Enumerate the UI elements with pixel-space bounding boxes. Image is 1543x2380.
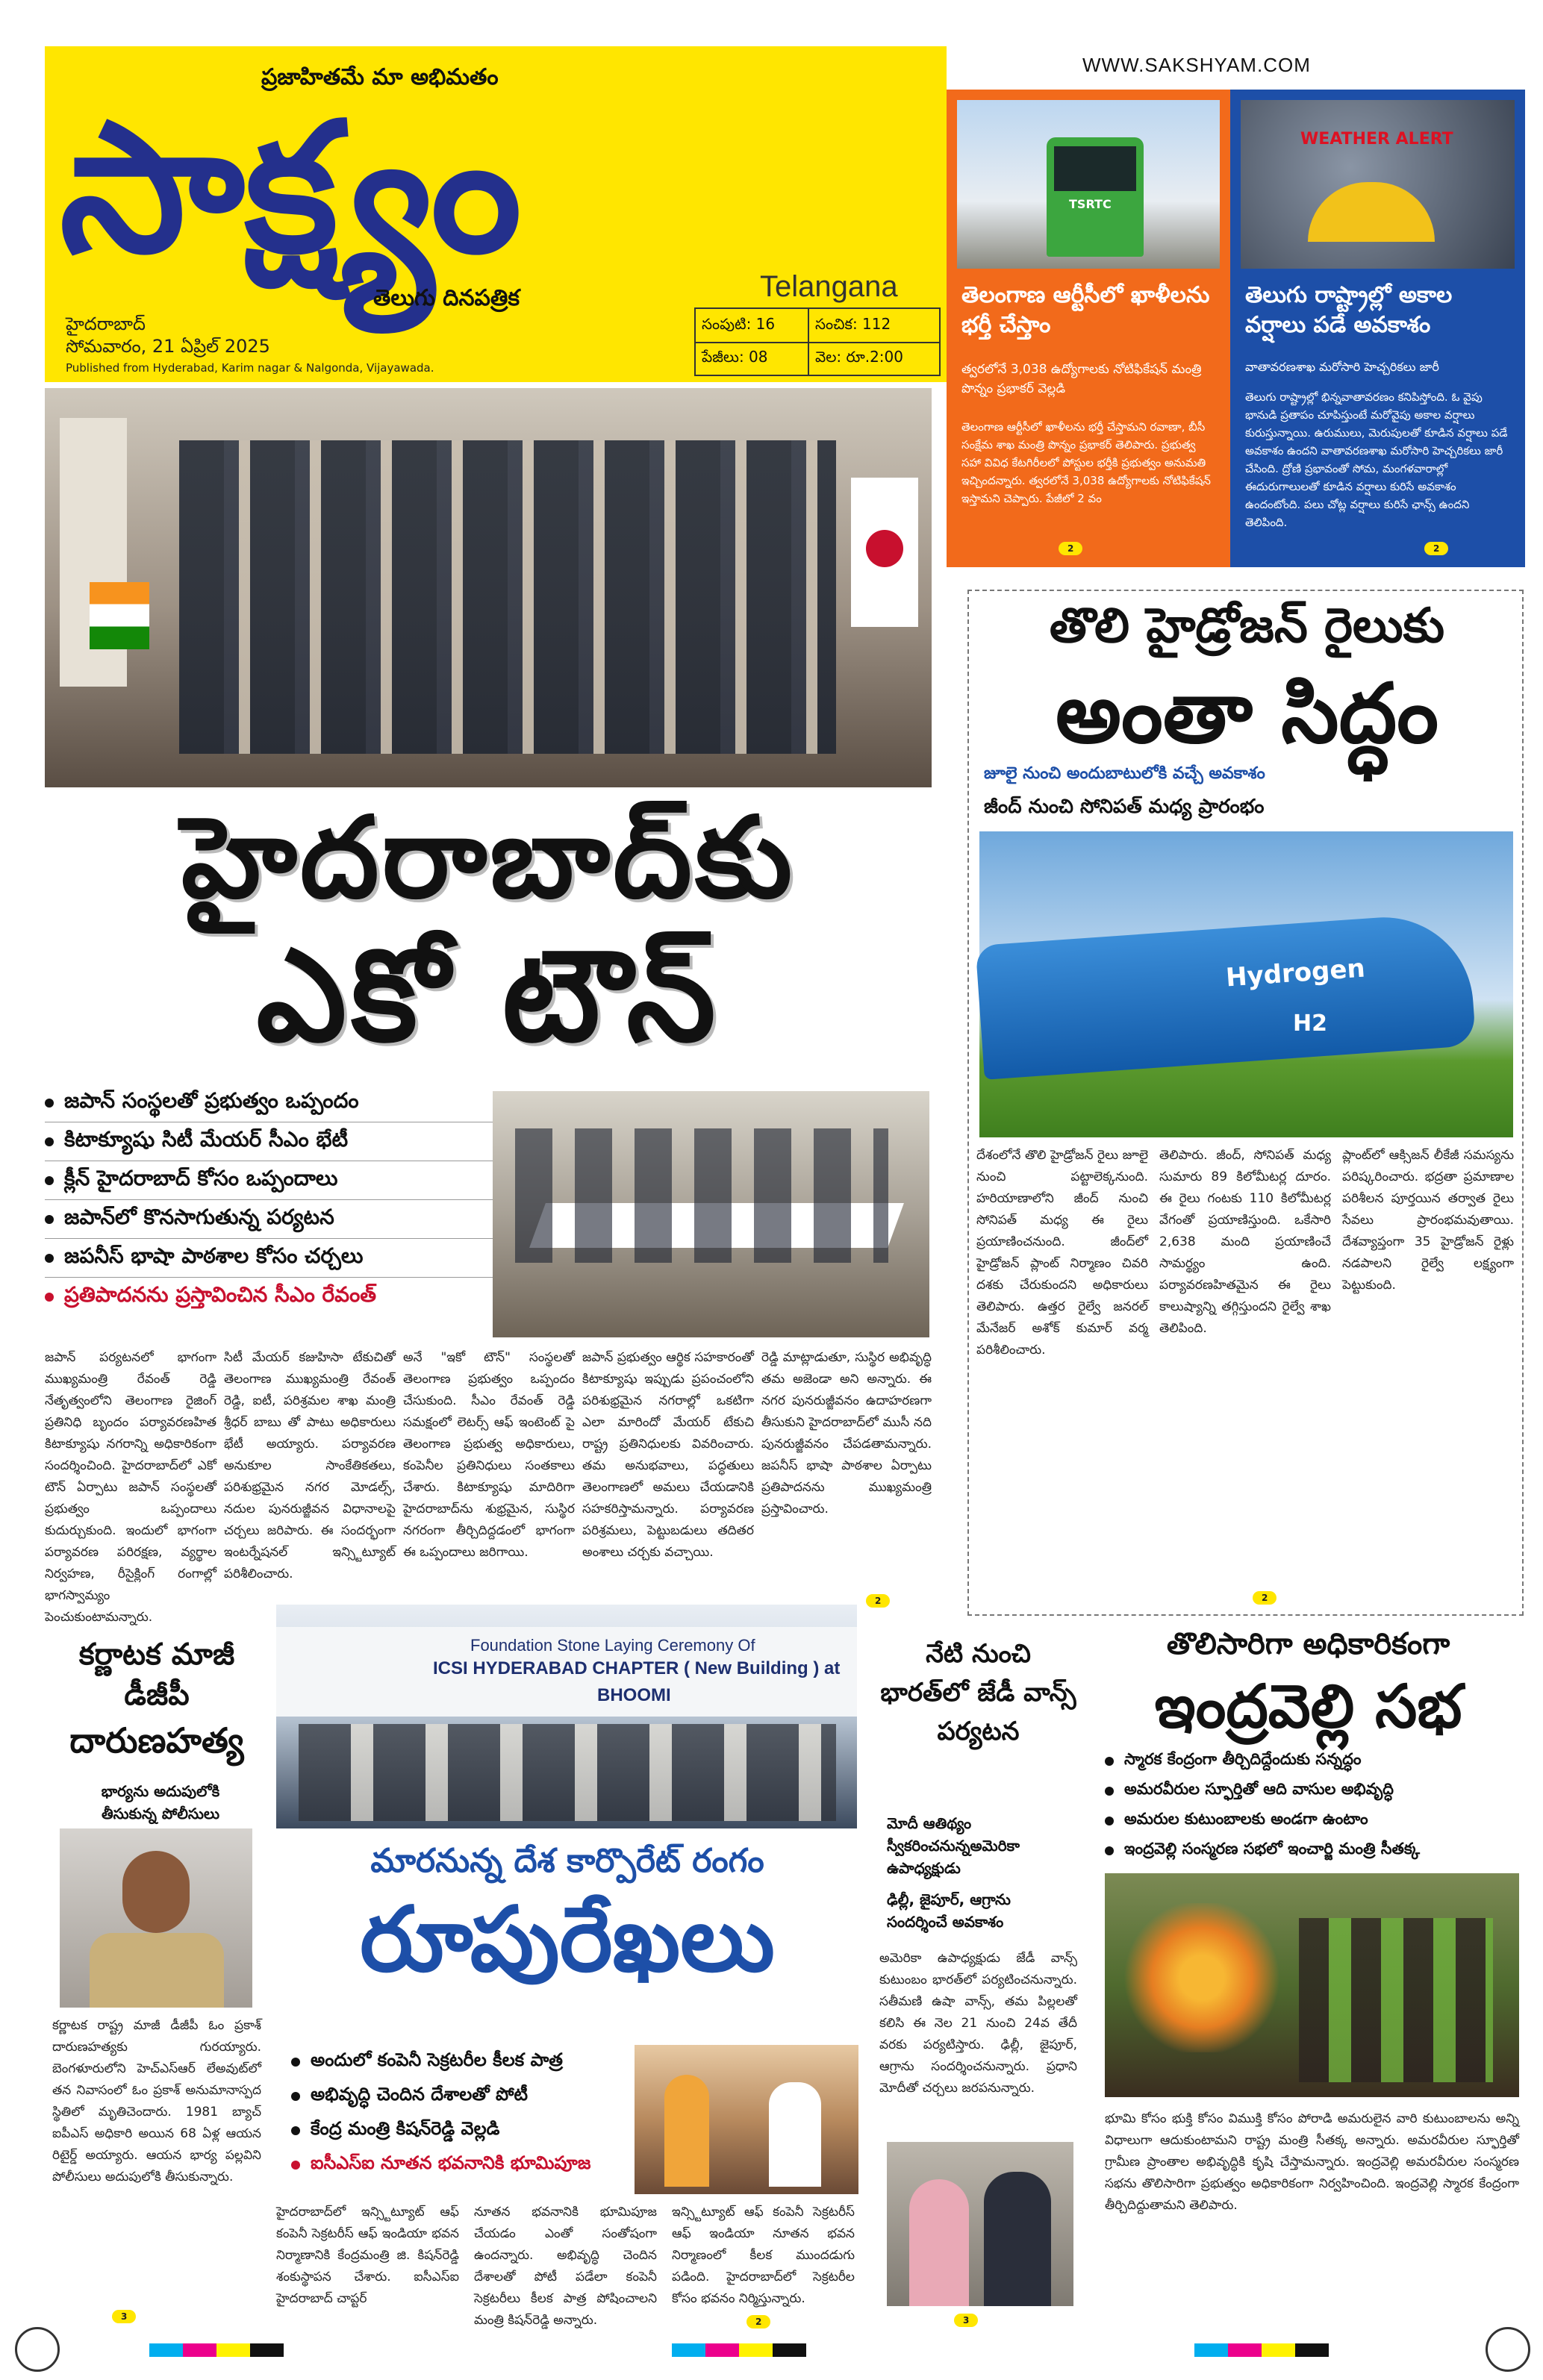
bullet-item: జపాన్‌లో కొనసాగుతున్న పర్యటన bbox=[45, 1200, 493, 1239]
bullet-item: క్లీన్ హైదరాబాద్ కోసం ఒప్పందాలు bbox=[45, 1161, 493, 1200]
icsi-banner-line-1: Foundation Stone Laying Ceremony Of bbox=[470, 1636, 755, 1655]
hydrogen-col-3: ప్లాంట్‌లో ఆక్సిజన్ లీకేజీ సమస్యను పరిష్కరించారు. భద్రతా ప్రమాణాల పరిశీలన పూర్తయిన తర్వాత రైలు సేవలు ప్రారంభమవుతాయి. దేశవ్యాప్తంగా 35 హైడ్రోజన్ రైళ్లు నడపాలని రైల్వే లక్ష్యంగా పెట్టుకుంది. bbox=[1342, 1148, 1514, 1293]
lead-meeting-photo bbox=[493, 1091, 929, 1337]
bullet-item: అమరుల కుటుంబాలకు అండగా ఉంటాం bbox=[1105, 1806, 1523, 1836]
bullet-item: జపనీస్ భాషా పాఠశాల కోసం చర్చలు bbox=[45, 1239, 493, 1278]
teaser-rtc-body: తెలంగాణ ఆర్టీసీలో ఖాళీలను భర్తీ చేస్తామని రవాణా, బీసీ సంక్షేమ శాఖ మంత్రి పొన్నం ప్రభాకర్ తెలిపారు. ప్రభుత్వ సహా వివిధ కేటగిరీలలో పోస్టుల భర్తీకి ప్రభుత్వం అనుమతి ఇచ్చిందన్నారు. త్వరలోనే 3,038 ఉద్యోగాలకు నోటిఫికేషన్ ఇస్తామని చెప్పారు. పేజీలో 2 వం bbox=[961, 420, 1211, 505]
page-ref[interactable]: 2 bbox=[1253, 1591, 1277, 1605]
color-bar bbox=[1194, 2343, 1329, 2357]
lead-col-2: సిటీ మేయర్ కజుహిసా టేకుచితో తెలంగాణ ముఖ్యమంత్రి రేవంత్ రెడ్డి, ఐటీ, పరిశ్రమల శాఖ మంత్రి శ్రీధర్ బాబు తో పాటు అధికారులు భేటీ అయ్యారు. పర్యావరణ అనుకూల సాంకేతికతలు, పరిశుభ్రమైన నగర మోడల్స్, నదుల పునరుజ్జీవన విధానాలపై చర్చలు జరిపారు. ఈ సందర్భంగా ఇంటర్నేషనల్ ఇన్స్టిట్యూట్ పరిశీలించారు. bbox=[224, 1350, 396, 1581]
lead-col-3: అనే "ఇకో టౌన్" సంస్థలతో తెలంగాణ ప్రభుత్వం ఒప్పందం చేసుకుంది. సీఎం రేవంత్ రెడ్డి సమక్షంలో లెటర్స్ ఆఫ్ ఇంటెంట్ పై తెలంగాణ ప్రభుత్వ అధికారులు, కంపెనీల ప్రతినిధులు సంతకాలు చేశారు. కిటాక్యూషు మాదిరిగా హైదరాబాద్‌ను శుభ్రమైన, సుస్థిర నగరంగా తీర్చిదిద్దడంలో భాగంగా ఈ ఒప్పందాలు జరిగాయి. bbox=[403, 1350, 575, 1560]
page-ref[interactable]: 2 bbox=[1424, 542, 1448, 555]
issue-number: సంచిక: 112 bbox=[815, 315, 891, 333]
bus-label: TSRTC bbox=[1069, 197, 1112, 211]
corporate-headline: రూపురేఖలు bbox=[360, 1888, 775, 1992]
lead-col-1: జపాన్ పర్యటనలో భాగంగా ముఖ్యమంత్రి రేవంత్ రెడ్డి నేతృత్వంలోని తెలంగాణ రైజింగ్ ప్రతినిధి బృందం పర్యావరణహిత కిటాక్యూషు నగరాన్ని అధికారికంగా సందర్శించింది. హైదరాబాద్‌లో ఎకో టౌన్ ఏర్పాటు జపాన్ సంస్థలతో ప్రభుత్వం ఒప్పందాలు కుదుర్చుకుంది. ఇందులో భాగంగా పర్యావరణ పరిరక్షణ, వ్యర్థాల నిర్వహణ, రీసైక్లింగ్ రంగాల్లో భాగస్వామ్యం పెంచుకుంటామన్నారు. bbox=[45, 1350, 216, 1625]
vance-headline: నేటి నుంచి భారత్‌లో జేడీ వాన్స్ పర్యటన bbox=[880, 1639, 1076, 1746]
teaser-rain-body: తెలుగు రాష్ట్రాల్లో భిన్నవాతావరణం కనిపిస్తోంది. ఓ వైపు భానుడి ప్రతాపం చూపిస్తుంటే మరోవైపు అకాల వర్షాలు కురుస్తున్నాయి. ఉరుములు, మెరుపులతో కూడిన వర్షాలు పడే అవకాశం ఉందని వాతావరణశాఖ మరోసారి హెచ్చరికలు జారీ చేసింది. ద్రోణి ప్రభావంతో సోమ, మంగళవారాల్లో ఈదురుగాలులతో కూడిన వర్షాలు కురిసే అవకాశం ఉందంటోంది. పలు చోట్ల వర్షాలు కురిసే ఛాన్స్ ఉందని తెలిపింది. bbox=[1245, 390, 1508, 529]
flag-japan bbox=[851, 478, 918, 627]
masthead-edition: Telangana bbox=[760, 270, 898, 303]
indravelli-headline: ఇంద్రవెల్లి సభ bbox=[1154, 1672, 1462, 1741]
corporate-col-1: హైదరాబాద్‌లో ఇన్స్టిట్యూట్ ఆఫ్ కంపెనీ సెక్రటరీస్ ఆఫ్ ఇండియా భవన నిర్మాణానికి కేంద్రమంత్రి జి. కిషన్‌రెడ్డి శంకుస్థాపన చేశారు. ఐసీఎస్ఐ హైదరాబాద్ చాప్టర్ bbox=[276, 2205, 459, 2306]
hydrogen-col-2: తెలిపారు. జీంద్, సోనిపత్ మధ్య సుమారు 89 కిలోమీటర్ల దూరం. ఈ రైలు గంటకు 110 కిలోమీటర్ల వేగంతో ప్రయాణిస్తుంది. ఒకేసారి 2,638 మంది ప్రయాణించే సామర్థ్యం ఉంది. పర్యావరణహితమైన ఈ రైలు కాలుష్యాన్ని తగ్గిస్తుందని రైల్వే శాఖ తెలిపింది. bbox=[1159, 1148, 1331, 1336]
teaser-rain-sub: వాతావరణశాఖ మరోసారి హెచ్చరికలు జారీ bbox=[1245, 360, 1439, 374]
karnataka-section bbox=[45, 1620, 267, 2336]
masthead-subtitle: తెలుగు దినపత్రిక bbox=[373, 285, 520, 311]
indravelli-photo bbox=[1105, 1873, 1519, 2097]
icsi-banner-line-2: ICSI HYDERABAD CHAPTER ( New Building ) at bbox=[433, 1658, 841, 1678]
corporate-col-2: నూతన భవనానికి భూమిపూజ చేయడం ఎంతో సంతోషంగా ఉందన్నారు. అభివృద్ధి చెందిన దేశాలతో పోటీ పడేలా కంపెనీ సెక్రటరీలు కీలక పాత్ర పోషించాలని మంత్రి కిషన్‌రెడ్డి అన్నారు. bbox=[474, 2205, 657, 2328]
indravelli-bullets bbox=[1105, 1746, 1523, 1866]
color-bar bbox=[672, 2343, 806, 2357]
hydrogen-sub-2: జీంద్ నుంచి సోనిపత్ మధ్య ప్రారంభం bbox=[984, 796, 1265, 818]
lead-col-4: జపాన్ ప్రభుత్వం ఆర్థిక సహకారంతో కిటాక్యూషు ఇప్పుడు ప్రపంచంలోని పరిశుభ్రమైన నగరాల్లో ఒకటిగా ఎలా మారిందో మేయర్ టేకుచి రాష్ట్ర ప్రతినిధులకు వివరించారు. తమ అనుభవాలు, పద్ధతులు తెలంగాణలో అమలు చేయడానికి సహకరిస్తామన్నారు. పర్యావరణ పరిశ్రమలు, పెట్టుబడులు తదితర అంశాలు చర్చకు వచ్చాయి. bbox=[582, 1350, 754, 1560]
karnataka-body: కర్ణాటక రాష్ట్ర మాజీ డీజీపీ ఓం ప్రకాశ్ దారుణహత్యకు గురయ్యారు. బెంగళూరులోని హెచ్ఎస్ఆర్ లేఅవుట్‌లో తన నివాసంలో ఓం ప్రకాశ్ అనుమానాస్పద స్థితిలో మృతిచెందారు. 1981 బ్యాచ్ ఐపీఎస్ అధికారి అయిన 68 ఏళ్ల ఆయన రిటైర్డ్ అయ్యారు. ఆయన భార్య పల్లవిని పోలీసులు అదుపులోకి తీసుకున్నారు. bbox=[52, 2018, 261, 2184]
hydrogen-sub-1: జూలై నుంచి అందుబాటులోకి వచ్చే అవకాశం bbox=[984, 764, 1265, 783]
price: వెల: రూ.2:00 bbox=[815, 348, 903, 366]
lead-bullets bbox=[45, 1084, 493, 1317]
flag-india bbox=[90, 582, 149, 649]
teaser-rain-headline: తెలుగు రాష్ట్రాల్లో అకాల వర్షాలు పడే అవకాశం bbox=[1245, 282, 1453, 338]
karnataka-headline: దారుణహత్య bbox=[69, 1720, 244, 1761]
masthead-date: సోమవారం, 21 ఏప్రిల్ 2025 bbox=[66, 336, 270, 357]
volume: సంపుటి: 16 bbox=[702, 315, 776, 333]
hydrogen-train-photo bbox=[979, 831, 1513, 1137]
indravelli-kicker: తొలిసారిగా అధికారికంగా bbox=[1166, 1627, 1450, 1661]
bullet-item: జపాన్ సంస్థలతో ప్రభుత్వం ఒప్పందం bbox=[45, 1084, 493, 1122]
corporate-kicker: మారనున్న దేశ కార్పొరేట్ రంగం bbox=[370, 1842, 764, 1880]
vance-body: అమెరికా ఉపాధ్యక్షుడు జేడీ వాన్స్ కుటుంబం భారత్‌లో పర్యటించనున్నారు. సతీమణి ఉషా వాన్స్, తమ పిల్లలతో కలిసి ఈ నెల 21 నుంచి 24వ తేదీ వరకు పర్యటిస్తారు. ఢిల్లీ, జైపూర్, ఆగ్రాను సందర్శించనున్నారు. ప్రధాని మోదీతో చర్చలు జరపనున్నారు. bbox=[879, 1951, 1077, 2096]
bullet-item: కిటాక్యూషు సిటీ మేయర్ సీఎం భేటీ bbox=[45, 1122, 493, 1161]
issue-box bbox=[694, 307, 941, 376]
masthead-title: సాక్ష్యం bbox=[60, 84, 522, 293]
hydrogen-section bbox=[967, 590, 1524, 1616]
website-url[interactable]: WWW.SAKSHYAM.COM bbox=[1082, 54, 1311, 76]
train-label: Hydrogen bbox=[1224, 953, 1366, 993]
vance-sub-1: మోదీ ఆతిథ్యం స్వీకరించనున్నఅమెరికా ఉపాధ్యక్షుడు bbox=[887, 1814, 1020, 1877]
page-ref[interactable]: 3 bbox=[954, 2314, 978, 2327]
page-ref[interactable]: 2 bbox=[746, 2315, 770, 2329]
vance-sub-2: ఢిల్లీ, జైపూర్, ఆగ్రాను సందర్శించే అవకాశం bbox=[887, 1890, 1011, 1931]
teaser-rain[interactable] bbox=[1230, 90, 1525, 567]
bullet-item: కేంద్ర మంత్రి కిషన్‌రెడ్డి వెల్లడి bbox=[291, 2114, 635, 2148]
indravelli-section bbox=[1090, 1620, 1527, 2336]
umbrella-icon bbox=[1308, 182, 1435, 242]
lead-headline-1: హైదరాబాద్‌కు bbox=[181, 793, 796, 923]
weather-photo bbox=[1241, 100, 1515, 269]
bullet-item: అందులో కంపెనీ సెక్రటరీల కీలక పాత్ర bbox=[291, 2045, 635, 2079]
lead-group-photo bbox=[45, 388, 932, 787]
page-ref[interactable]: 3 bbox=[112, 2310, 136, 2323]
icsi-event-photo bbox=[276, 1605, 857, 1828]
bullet-item: స్మారక కేంద్రంగా తీర్చిదిద్దేందుకు సన్నద్ధం bbox=[1105, 1746, 1523, 1776]
icsi-banner-line-3: BHOOMI bbox=[597, 1685, 671, 1705]
hydrogen-col-1: దేశంలోనే తొలి హైడ్రోజన్ రైలు జూలై నుంచి పట్టాలెక్కనుంది. హరియాణాలోని జీంద్ నుంచి సోనిపత్ మధ్య ఈ రైలు ప్రయాణించనుంది. జీంద్‌లో హైడ్రోజన్ ప్లాంట్ నిర్మాణం చివరి దశకు చేరుకుందని అధికారులు తెలిపారు. ఉత్తర రైల్వే జనరల్ మేనేజర్ అశోక్ కుమార్ వర్మ పరిశీలించారు. bbox=[976, 1148, 1148, 1358]
vance-section bbox=[872, 1620, 1081, 2336]
karnataka-kicker: కర్ణాటక మాజీ డీజీపీ bbox=[78, 1637, 235, 1712]
vance-photo bbox=[887, 2142, 1073, 2306]
hydrogen-headline-2: అంతా సిద్ధం bbox=[1056, 666, 1438, 761]
masthead-published: Published from Hyderabad, Karim nagar & Nalgonda, Vijayawada. bbox=[66, 361, 434, 375]
karnataka-sub: భార్యను అదుపులోకి తీసుకున్న పోలీసులు bbox=[101, 1782, 220, 1823]
train-symbol: H2 bbox=[1293, 1011, 1327, 1037]
corporate-col-3: ఇన్స్టిట్యూట్ ఆఫ్ కంపెనీ సెక్రటరీస్ ఆఫ్ ఇండియా నూతన భవన నిర్మాణంలో కీలక ముందడుగు పడింది. హైదరాబాద్‌లో సెక్రటరీల కోసం భవనం నిర్మిస్తున్నారు. bbox=[672, 2205, 855, 2306]
masthead-tagline: ప్రజాహితమే మా అభిమతం bbox=[261, 64, 499, 90]
bullet-item: ఇంద్రవెల్లి సంస్మరణ సభలో ఇంచార్జి మంత్రి సీతక్క bbox=[1105, 1836, 1523, 1866]
bus-photo bbox=[957, 100, 1220, 269]
registration-mark bbox=[1486, 2327, 1530, 2372]
icsi-ceremony-photo bbox=[635, 2045, 858, 2194]
bullet-item: ప్రతిపాదనను ప్రస్తావించిన సీఎం రేవంత్ bbox=[45, 1278, 493, 1317]
teaser-rtc-headline: తెలంగాణ ఆర్టీసీలో ఖాళీలను భర్తీ చేస్తాం bbox=[961, 282, 1210, 338]
page-ref[interactable]: 2 bbox=[866, 1594, 890, 1608]
bullet-item: అభివృద్ధి చెందిన దేశాలతో పోటీ bbox=[291, 2079, 635, 2114]
bullet-item: అమరవీరుల స్ఫూర్తితో ఆది వాసుల అభివృద్ధి bbox=[1105, 1776, 1523, 1806]
corporate-bullets bbox=[291, 2045, 635, 2182]
corporate-section bbox=[269, 1605, 866, 2336]
hydrogen-headline-1: తొలి హైడ్రోజన్ రైలుకు bbox=[1049, 599, 1445, 654]
indravelli-body: భూమి కోసం భుక్తి కోసం విముక్తి కోసం పోరాడి అమరులైన వారి కుటుంబాలను అన్ని విధాలుగా ఆదుకుంటామని రాష్ట్ర మంత్రి సీతక్క అన్నారు. అమరవీరుల స్ఫూర్తితో గ్రామీణ ప్రాంతాల అభివృద్ధికి కృషి చేస్తామన్నారు. ఇంద్రవెల్లి అమరవీరుల సంస్మరణ సభను తొలిసారిగా ప్రభుత్వం అధికారికంగా నిర్వహించింది. ఇంద్రవెల్లి స్మారక కేంద్రంగా తీర్చిదిద్దుతామని తెలిపారు. bbox=[1105, 2111, 1519, 2213]
teaser-rtc[interactable] bbox=[947, 90, 1230, 567]
page-ref[interactable]: 2 bbox=[1059, 542, 1082, 555]
bullet-item: ఐసీఎస్ఐ నూతన భవనానికి భూమిపూజ bbox=[291, 2148, 635, 2182]
dgp-photo bbox=[60, 1828, 252, 2008]
registration-mark bbox=[15, 2327, 60, 2372]
masthead bbox=[45, 46, 947, 382]
weather-label: WEATHER ALERT bbox=[1300, 130, 1453, 149]
masthead-city: హైదరాబాద్ bbox=[66, 313, 146, 334]
lead-headline-2: ఎకో టౌన్ bbox=[256, 922, 720, 1070]
teaser-rtc-sub: త్వరలోనే 3,038 ఉద్యోగాలకు నోటిఫికేషన్ మంత్రి పొన్నం ప్రభాకర్ వెల్లడి bbox=[961, 362, 1202, 396]
color-bar bbox=[149, 2343, 284, 2357]
page-count: పేజీలు: 08 bbox=[702, 348, 768, 366]
lead-col-5: రెడ్డి మాట్లాడుతూ, సుస్థిర అభివృద్ధి తమ అజెండా అని అన్నారు. ఈ నగర పునరుజ్జీవనం ఉదాహరణగా తీసుకుని హైదరాబాద్‌లో ముసీ నది పునరుజ్జీవనం చేపడతామన్నారు. జపనీస్ భాషా పాఠశాల ఏర్పాటు ప్రతిపాదనను ముఖ్యమంత్రి ప్రస్తావించారు. bbox=[761, 1350, 932, 1517]
